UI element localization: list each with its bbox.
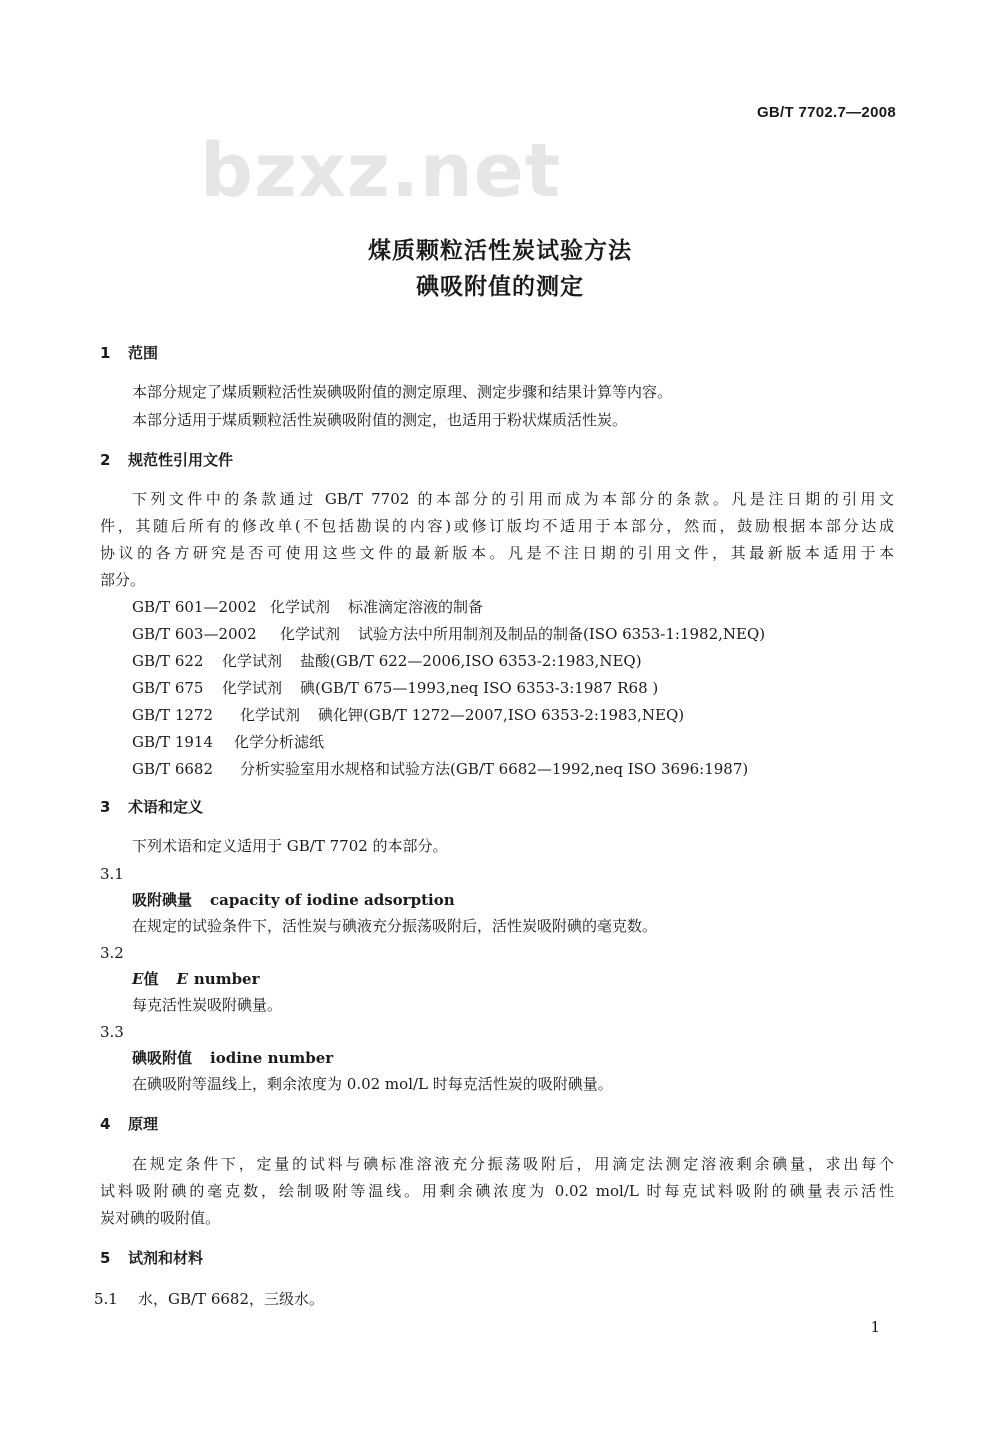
reference-code: GB/T 1272 [132, 706, 214, 724]
section-title: 规范性引用文件 [128, 451, 234, 469]
term-heading [132, 969, 260, 989]
term-en: number [193, 970, 260, 988]
paragraph-line: 在规定条件下，定量的试料与碘标准溶液充分振荡吸附后，用滴定法测定溶液剩余碘量，求出每个 [132, 1155, 894, 1173]
term-definition: 在规定的试验条件下，活性炭与碘液充分振荡吸附后，活性炭吸附碘的毫克数。 [132, 917, 658, 935]
paragraph: 本部分规定了煤质颗粒活性炭碘吸附值的测定原理、测定步骤和结果计算等内容。 [132, 383, 673, 401]
reference-desc: 试验方法中所用制剂及制品的制备(ISO 6353-1:1982,NEQ) [358, 625, 766, 643]
clause-item [94, 1289, 324, 1309]
term-zh: 值 [143, 970, 159, 988]
reference-item [132, 705, 684, 725]
reference-item [132, 732, 324, 752]
page-number: 1 [870, 1318, 880, 1336]
reference-item [132, 651, 642, 671]
paragraph-line: 炭对碘的吸附值。 [100, 1209, 221, 1227]
paragraph-line: 协议的各方研究是否可使用这些文件的最新版本。凡是不注日期的引用文件，其最新版本适用于本 [100, 544, 894, 562]
standard-code: GB/T 7702.7—2008 [756, 104, 896, 121]
paragraph-line: 试料吸附碘的毫克数，绘制吸附等温线。用剩余碘浓度为 0.02 mol/L 时每克试料吸附的碘量表示活性 [100, 1182, 894, 1200]
reference-code: GB/T 675 [132, 679, 204, 697]
term-definition: 在碘吸附等温线上，剩余浓度为 0.02 mol/L 时每克活性炭的吸附碘量。 [132, 1075, 613, 1093]
reference-item [132, 759, 748, 779]
reference-name: 化学试剂 [280, 625, 341, 643]
term-heading [132, 1048, 333, 1068]
section-title: 术语和定义 [128, 798, 204, 816]
term-number: 3.2 [100, 944, 124, 962]
term-en: iodine number [210, 1049, 334, 1067]
term-heading [132, 890, 455, 910]
reference-name: 化学试剂 [222, 652, 283, 670]
paragraph-line: 部分。 [100, 571, 146, 589]
section-heading-4 [100, 1114, 158, 1134]
section-heading-3 [100, 797, 203, 817]
paragraph-line: 下列文件中的条款通过 GB/T 7702 的本部分的引用而成为本部分的条款。凡是注日期的引用文 [132, 490, 894, 508]
reference-desc: 碘(GB/T 675—1993,neq ISO 6353-3:1987 R68 ) [300, 679, 659, 697]
term-definition: 每克活性炭吸附碘量。 [132, 996, 283, 1014]
section-title: 原理 [128, 1115, 159, 1133]
reference-code: GB/T 601—2002 [132, 598, 257, 616]
reference-code: GB/T 603—2002 [132, 625, 257, 643]
document-title-line1: 煤质颗粒活性炭试验方法 [368, 238, 632, 264]
paragraph: 下列术语和定义适用于 GB/T 7702 的本部分。 [132, 837, 448, 855]
section-number: 5 [100, 1249, 111, 1267]
document-title-line2: 碘吸附值的测定 [416, 274, 584, 300]
paragraph-line: 件，其随后所有的修改单(不包括勘误的内容)或修订版均不适用于本部分，然而，鼓励根据本部分达成 [100, 517, 894, 535]
section-number: 3 [100, 798, 111, 816]
term-en: capacity of iodine adsorption [210, 891, 455, 909]
section-heading-2 [100, 450, 233, 470]
term-symbol: E [132, 970, 144, 988]
section-number: 1 [100, 344, 111, 362]
reference-name: 化学分析滤纸 [234, 733, 325, 751]
section-heading-1 [100, 343, 158, 363]
reference-code: GB/T 622 [132, 652, 204, 670]
reference-desc: 碘化钾(GB/T 1272—2007,ISO 6353-2:1983,NEQ) [318, 706, 685, 724]
watermark: bzxz.net [200, 128, 562, 214]
reference-name: 化学试剂 [240, 706, 301, 724]
clause-text: 水，GB/T 6682，三级水。 [138, 1290, 325, 1308]
reference-name: 化学试剂 [270, 598, 331, 616]
reference-item [132, 597, 483, 617]
section-heading-5 [100, 1248, 203, 1268]
term-zh: 碘吸附值 [132, 1049, 193, 1067]
section-title: 范围 [128, 344, 159, 362]
section-number: 4 [100, 1115, 111, 1133]
reference-code: GB/T 6682 [132, 760, 214, 778]
reference-item [132, 678, 658, 698]
term-number: 3.3 [100, 1023, 124, 1041]
term-zh: 吸附碘量 [132, 891, 193, 909]
term-symbol: E [176, 970, 188, 988]
reference-desc: 标准滴定溶液的制备 [348, 598, 484, 616]
section-number: 2 [100, 451, 111, 469]
reference-code: GB/T 1914 [132, 733, 214, 751]
reference-name: 化学试剂 [222, 679, 283, 697]
reference-name: 分析实验室用水规格和试验方法(GB/T 6682—1992,neq ISO 3696:1987) [240, 760, 749, 778]
clause-number: 5.1 [94, 1290, 118, 1308]
term-number: 3.1 [100, 865, 124, 883]
section-title: 试剂和材料 [128, 1249, 204, 1267]
reference-desc: 盐酸(GB/T 622—2006,ISO 6353-2:1983,NEQ) [300, 652, 642, 670]
reference-item [132, 624, 765, 644]
paragraph: 本部分适用于煤质颗粒活性炭碘吸附值的测定，也适用于粉状煤质活性炭。 [132, 411, 628, 429]
